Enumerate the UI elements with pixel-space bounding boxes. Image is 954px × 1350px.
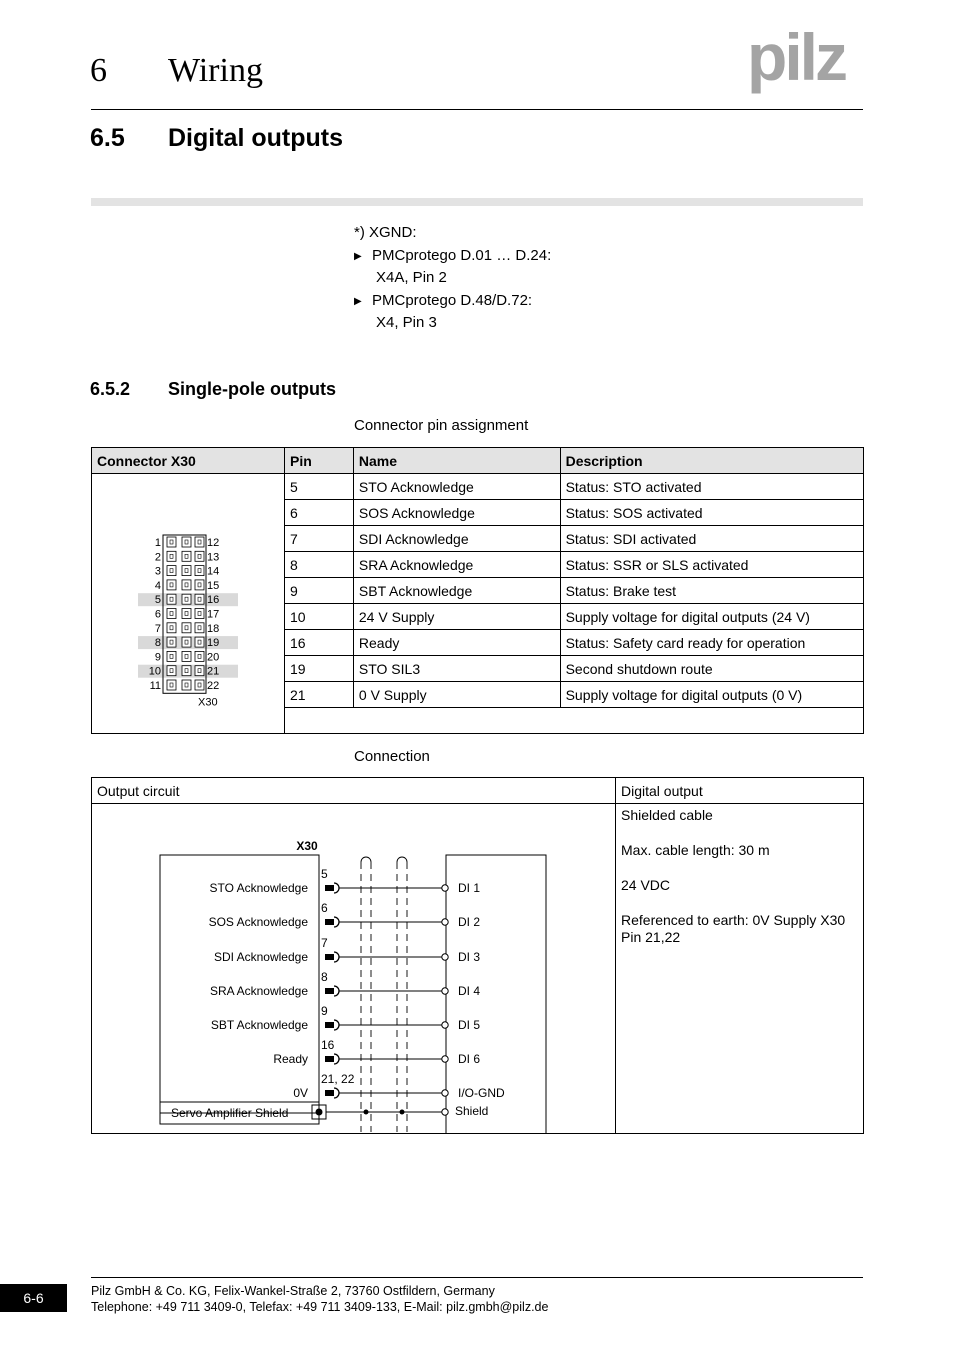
pin-socket — [182, 594, 191, 604]
pin-socket — [195, 651, 204, 661]
input-label: DI 5 — [458, 1018, 481, 1032]
input-label: DI 2 — [458, 915, 481, 929]
signal-name: STO Acknowledge — [209, 881, 308, 895]
pin-cell: 19 — [285, 656, 354, 682]
signal-name: Ready — [273, 1052, 308, 1066]
socket-contact — [334, 917, 339, 927]
terminal — [442, 954, 448, 960]
pin-socket — [195, 566, 204, 576]
note-item-text: PMCprotego D.01 … D.24: — [372, 246, 552, 264]
signal-name: SDI Acknowledge — [213, 950, 308, 964]
plug-contact — [325, 1056, 334, 1062]
footer-address: Pilz GmbH & Co. KG, Felix-Wankel-Straße 2, 73760 Ostfildern, Germany — [91, 1284, 495, 1298]
pin-socket — [167, 680, 176, 690]
description-cell: Supply voltage for digital outputs (24 V) — [560, 604, 863, 630]
spec-earth: Referenced to earth: 0V Supply X30 Pin 21,22 — [621, 912, 846, 945]
footer-contact: Telephone: +49 711 3409-0, Telefax: +49 711 3409-133, E-Mail: pilz.gmbh@pilz.de — [91, 1300, 549, 1314]
note-title: *) XGND: — [354, 224, 417, 241]
cable-shield-arc — [361, 857, 371, 862]
note-item-detail: X4, Pin 3 — [376, 314, 437, 331]
pin-label-left: 11 — [149, 680, 161, 692]
input-label: DI 3 — [458, 950, 481, 964]
plug-contact — [325, 954, 334, 960]
pin-socket — [195, 594, 204, 604]
input-label: DI 4 — [458, 984, 481, 998]
shield-junction — [400, 1110, 405, 1115]
chapter-number: 6 — [90, 52, 107, 89]
plug-contact — [325, 988, 334, 994]
pin-label-right: 16 — [207, 594, 220, 607]
chapter-title: Wiring — [168, 52, 263, 89]
note-item — [354, 290, 551, 313]
pin-table-caption: Connector pin assignment — [354, 417, 529, 434]
note-item-text: PMCprotego D.48/D.72: — [372, 291, 533, 309]
description-cell: Status: SDI activated — [560, 526, 863, 552]
connector-label: X30 — [296, 839, 318, 853]
pin-number: 7 — [321, 936, 328, 950]
input-label: DI 6 — [458, 1052, 481, 1066]
pin-socket — [195, 623, 204, 633]
pin-label-left: 1 — [154, 537, 161, 549]
pin-label-left: 7 — [154, 622, 161, 635]
page-number: 6-6 — [0, 1284, 67, 1312]
description-cell: Status: SOS activated — [560, 500, 863, 526]
cable-shield-arc — [397, 857, 407, 862]
pin-socket — [182, 651, 191, 661]
column-header: Pin — [285, 448, 354, 474]
pin-socket — [167, 580, 176, 590]
spec-length: Max. cable length: 30 m — [621, 842, 770, 858]
plug-contact — [325, 1022, 334, 1028]
pin-number: 8 — [321, 970, 328, 984]
pin-socket — [195, 609, 204, 619]
pin-socket — [167, 637, 176, 647]
column-header: Name — [353, 448, 560, 474]
signal-name: SRA Acknowledge — [209, 984, 308, 998]
table-header-row — [92, 778, 864, 804]
terminal — [442, 1090, 448, 1096]
note-item-detail: X4A, Pin 2 — [376, 269, 447, 286]
pin-label-left: 2 — [154, 551, 161, 564]
input-label: I/O-GND — [458, 1086, 505, 1100]
column-header: Digital output — [616, 778, 864, 804]
description-cell: Status: SSR or SLS activated — [560, 552, 863, 578]
socket-contact — [334, 986, 339, 996]
name-cell: 0 V Supply — [353, 682, 560, 708]
plug-contact — [325, 885, 334, 891]
pin-socket — [182, 637, 191, 647]
name-cell: STO Acknowledge — [353, 474, 560, 500]
name-cell: Ready — [353, 630, 560, 656]
connection-caption: Connection — [354, 748, 430, 765]
shield-target-label: Shield — [455, 1104, 489, 1118]
pin-cell: 7 — [285, 526, 354, 552]
grey-bar — [91, 198, 863, 206]
pin-label-right: 18 — [207, 622, 220, 635]
pin-label-left: 3 — [154, 565, 161, 578]
pin-number: 5 — [321, 867, 328, 881]
plug-contact — [325, 1090, 334, 1096]
header-divider — [91, 109, 863, 110]
pin-cell: 10 — [285, 604, 354, 630]
terminal — [442, 885, 448, 891]
pin-label-right: 22 — [207, 680, 220, 692]
terminal — [442, 1056, 448, 1062]
pin-label-left: 6 — [154, 608, 161, 621]
signal-name: SBT Acknowledge — [210, 1018, 308, 1032]
description-cell: Second shutdown route — [560, 656, 863, 682]
pin-label-right: 21 — [207, 665, 220, 678]
subsection-number: 6.5.2 — [90, 379, 131, 399]
pin-socket — [167, 594, 176, 604]
pin-socket — [195, 580, 204, 590]
signal-name: SOS Acknowledge — [208, 915, 308, 929]
pin-cell: 9 — [285, 578, 354, 604]
terminal — [442, 988, 448, 994]
pin-socket — [182, 537, 191, 547]
pin-socket — [182, 623, 191, 633]
section-title: Digital outputs — [168, 124, 343, 152]
connector-figure-cell — [92, 474, 285, 734]
pin-socket — [167, 566, 176, 576]
connector-x30-figure — [92, 474, 284, 729]
output-circuit-diagram — [92, 804, 615, 1133]
socket-contact — [334, 1020, 339, 1030]
pin-socket — [167, 609, 176, 619]
pin-socket — [195, 551, 204, 561]
pin-socket — [182, 566, 191, 576]
pin-socket — [182, 551, 191, 561]
pin-label-right: 15 — [207, 579, 220, 592]
terminal — [442, 1109, 448, 1115]
description-cell: Status: Brake test — [560, 578, 863, 604]
spec-cable: Shielded cable — [621, 807, 713, 823]
empty-cell — [285, 708, 864, 734]
bullet-triangle-icon: ▶ — [354, 295, 362, 307]
note-item — [354, 245, 551, 268]
signal-name: 0V — [293, 1086, 308, 1100]
pin-socket — [182, 680, 191, 690]
socket-contact — [334, 1088, 339, 1098]
input-label: DI 1 — [458, 881, 481, 895]
pin-cell: 8 — [285, 552, 354, 578]
pin-label-right: 14 — [207, 565, 220, 578]
pin-socket — [182, 666, 191, 676]
shield-junction — [364, 1110, 369, 1115]
name-cell: SOS Acknowledge — [353, 500, 560, 526]
description-cell: Supply voltage for digital outputs (0 V) — [560, 682, 863, 708]
table-header-row — [92, 448, 864, 474]
footer-divider — [91, 1277, 863, 1278]
pin-label-left: 4 — [154, 579, 161, 592]
pin-socket — [195, 680, 204, 690]
terminal — [442, 919, 448, 925]
pin-cell: 21 — [285, 682, 354, 708]
pin-socket — [167, 623, 176, 633]
bullet-triangle-icon: ▶ — [354, 250, 362, 262]
pin-socket — [167, 651, 176, 661]
pin-socket — [195, 666, 204, 676]
pin-label-right: 20 — [207, 651, 220, 664]
name-cell: SRA Acknowledge — [353, 552, 560, 578]
socket-contact — [334, 952, 339, 962]
table-row — [92, 804, 864, 1134]
column-header: Output circuit — [92, 778, 616, 804]
name-cell: SDI Acknowledge — [353, 526, 560, 552]
table-row — [92, 474, 864, 500]
digital-output-specs — [616, 804, 864, 1134]
spec-voltage: 24 VDC — [621, 877, 671, 893]
output-circuit-cell — [92, 804, 616, 1134]
footer-text — [91, 1283, 548, 1315]
pin-number: 6 — [321, 901, 328, 915]
pin-socket — [167, 537, 176, 547]
pin-cell: 16 — [285, 630, 354, 656]
pin-socket — [195, 537, 204, 547]
pin-label-left: 8 — [154, 637, 161, 650]
socket-contact — [334, 1054, 339, 1064]
pin-cell: 6 — [285, 500, 354, 526]
xgnd-note — [354, 222, 551, 335]
pin-label-right: 19 — [207, 637, 220, 650]
pin-assignment-table — [91, 447, 864, 734]
pin-label-left: 5 — [154, 594, 161, 607]
subsection-title: Single-pole outputs — [168, 379, 336, 399]
pin-label-right: 17 — [207, 608, 220, 621]
connector-label: X30 — [198, 696, 218, 709]
logo-text: pilz — [747, 28, 845, 94]
pin-socket — [167, 551, 176, 561]
pin-number: 16 — [321, 1038, 335, 1052]
shield-source-label: Servo Amplifier Shield — [171, 1106, 289, 1120]
pin-socket — [167, 666, 176, 676]
pin-label-right: 13 — [207, 551, 220, 564]
pilz-logo — [747, 28, 865, 94]
pin-socket — [182, 580, 191, 590]
column-header: Connector X30 — [92, 448, 285, 474]
pin-socket — [195, 637, 204, 647]
description-cell: Status: STO activated — [560, 474, 863, 500]
description-cell: Status: Safety card ready for operation — [560, 630, 863, 656]
terminal — [442, 1022, 448, 1028]
pin-socket — [182, 609, 191, 619]
name-cell: 24 V Supply — [353, 604, 560, 630]
pin-number: 21, 22 — [321, 1072, 355, 1086]
pin-number: 9 — [321, 1004, 328, 1018]
shield-clamp-dot — [316, 1109, 323, 1116]
name-cell: STO SIL3 — [353, 656, 560, 682]
pin-label-left: 10 — [148, 665, 161, 678]
connection-table — [91, 777, 864, 1134]
section-number: 6.5 — [90, 124, 125, 152]
pin-label-left: 9 — [154, 651, 161, 664]
pin-cell: 5 — [285, 474, 354, 500]
pin-label-right: 12 — [207, 537, 220, 549]
column-header: Description — [560, 448, 863, 474]
name-cell: SBT Acknowledge — [353, 578, 560, 604]
plug-contact — [325, 919, 334, 925]
socket-contact — [334, 883, 339, 893]
